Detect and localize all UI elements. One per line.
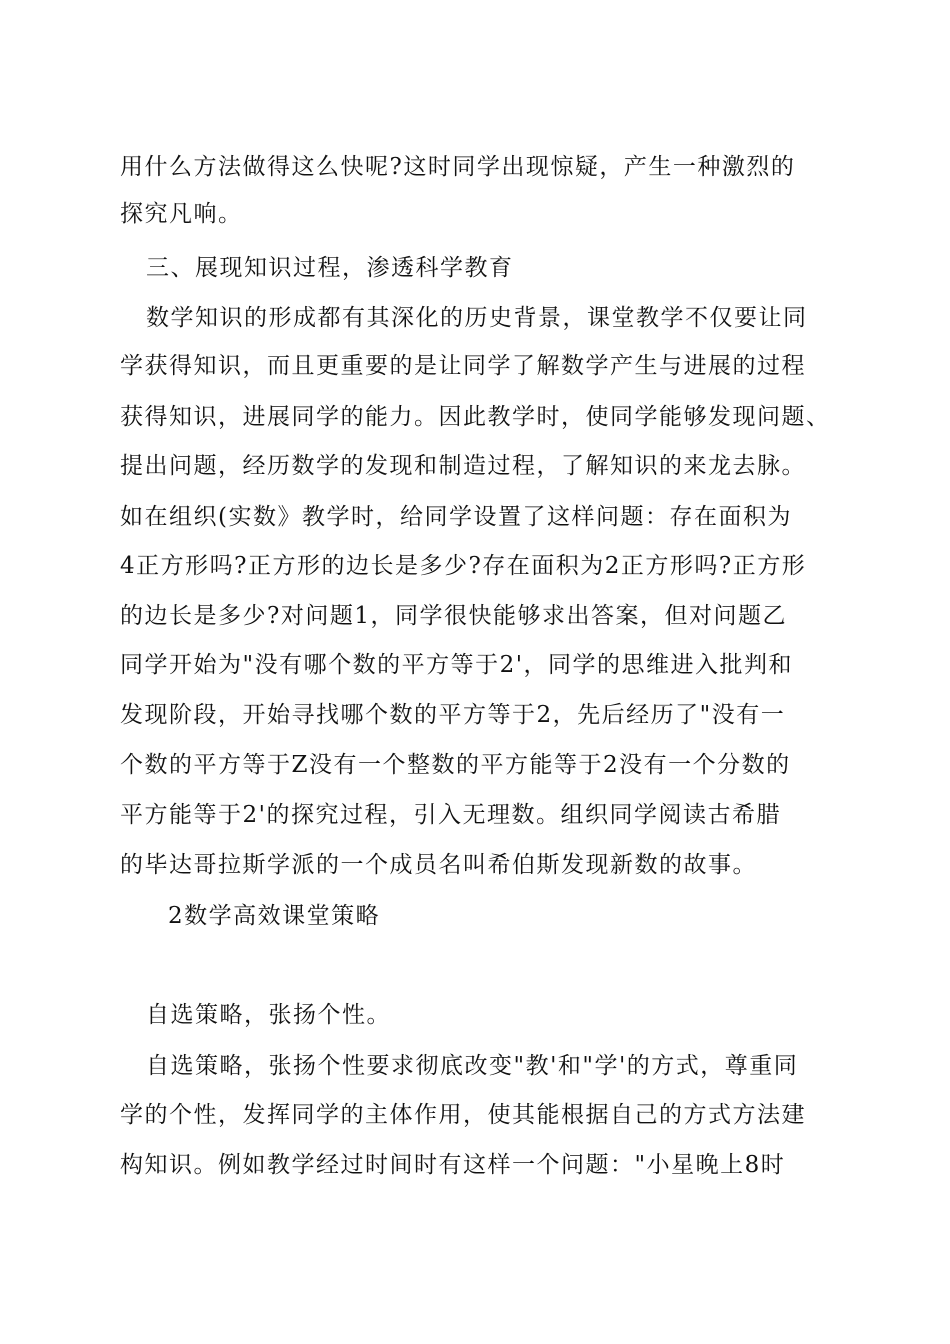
paragraph-heading: 自选策略，张扬个性。	[146, 1002, 391, 1028]
text-line: 学获得知识，而且更重要的是让同学了解数学产生与进展的过程	[120, 353, 806, 379]
text-line: 构知识。例如教学经过时间时有这样一个问题："小星晚上8时	[120, 1152, 786, 1178]
paragraph-start: 数学知识的形成都有其深化的历史背景，课堂教学不仅要让同	[146, 305, 808, 331]
text-line: 的边长是多少?对问题1，同学很快能够求出答案，但对问题乙	[120, 603, 787, 629]
text-line: 学的个性，发挥同学的主体作用，使其能根据自己的方式方法建	[120, 1102, 806, 1128]
text-line: 的毕达哥拉斯学派的一个成员名叫希伯斯发现新数的故事。	[120, 852, 757, 878]
section-heading: 三、展现知识过程，渗透科学教育	[146, 255, 514, 281]
text-line: 个数的平方等于Z没有一个整数的平方能等于2没有一个分数的	[120, 752, 791, 778]
text-line: 获得知识，进展同学的能力。因此教学时，使同学能够发现问题、	[120, 404, 831, 430]
paragraph-start: 自选策略，张扬个性要求彻底改变"教'和"学'的方式，尊重同	[146, 1053, 799, 1079]
text-line: 同学开始为"没有哪个数的平方等于2'，同学的思维进入批判和	[120, 652, 794, 678]
text-line: 如在组织(实数》教学时，给同学设置了这样问题：存在面积为	[120, 504, 792, 530]
text-line: 发现阶段，开始寻找哪个数的平方等于2，先后经历了"没有一	[120, 702, 786, 728]
text-line: 用什么方法做得这么快呢?这时同学出现惊疑，产生一种激烈的	[120, 154, 796, 180]
section-heading: 2数学高效课堂策略	[168, 903, 381, 929]
text-line: 提出问题，经历数学的发现和制造过程，了解知识的来龙去脉。	[120, 453, 806, 479]
text-line: 4正方形吗?正方形的边长是多少?存在面积为2正方形吗?正方形	[120, 553, 807, 579]
text-line: 探究凡响。	[120, 201, 243, 227]
text-line: 平方能等于2'的探究过程，引入无理数。组织同学阅读古希腊	[120, 802, 781, 828]
